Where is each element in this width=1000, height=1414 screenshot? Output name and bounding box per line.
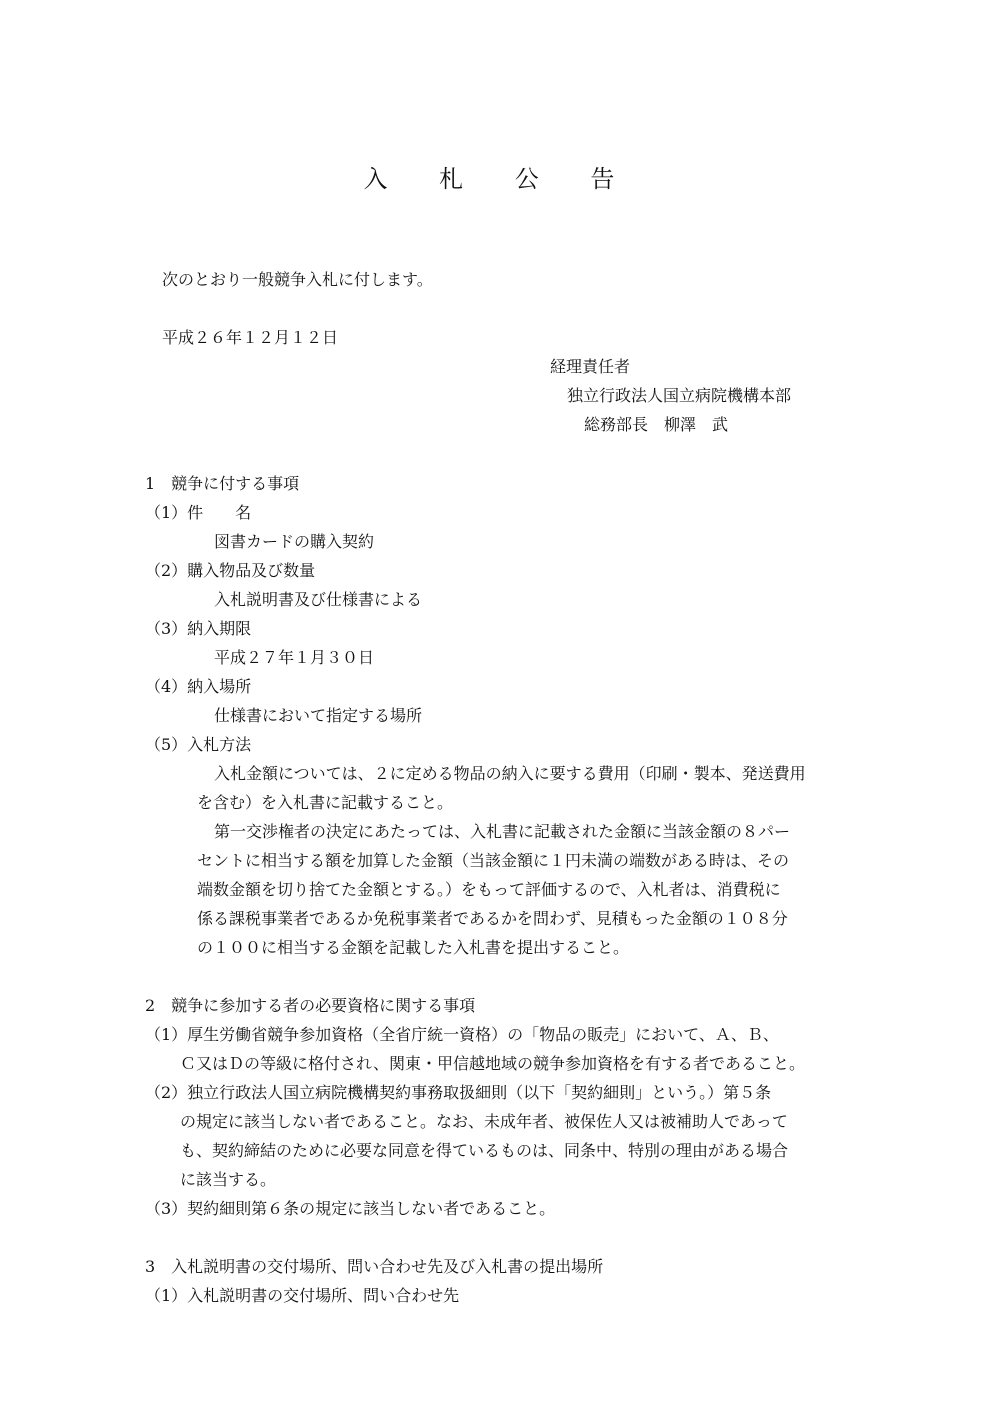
section1-heading: 1 競争に付する事項 [145,474,300,493]
item4-value: 仕様書において指定する場所 [214,706,423,725]
section2-heading: 2 競争に参加する者の必要資格に関する事項 [145,996,476,1015]
section2-line: に該当する。 [180,1170,277,1189]
item5-label: （5）入札方法 [145,735,252,754]
intro-text: 次のとおり一般競争入札に付します。 [162,270,433,289]
section2-line: （3）契約細則第６条の規定に該当しない者であること。 [145,1199,556,1218]
section3-heading: 3 入札説明書の交付場所、問い合わせ先及び入札書の提出場所 [145,1257,604,1276]
item1-label: （1）件 名 [145,503,252,522]
section2-line: （2）独立行政法人国立病院機構契約事務取扱細則（以下「契約細則」という。）第５条 [145,1083,772,1102]
issuer-org: 独立行政法人国立病院機構本部 [567,386,792,405]
section2-line: Ｃ又はＤの等級に格付され、関東・甲信越地域の競争参加資格を有する者であること。 [180,1054,805,1073]
item2-label: （2）購入物品及び数量 [145,561,316,580]
item1-value: 図書カードの購入契約 [214,532,375,551]
method-line: 入札金額については、２に定める物品の納入に要する費用（印刷・製本、発送費用 [214,764,806,783]
issuer-name: 総務部長 柳澤 武 [584,415,729,434]
method-line: の１００に相当する金額を記載した入札書を提出すること。 [197,938,630,957]
item2-value: 入札説明書及び仕様書による [214,590,423,609]
method-line: 係る課税事業者であるか免税事業者であるかを問わず、見積もった金額の１０８分 [197,909,788,928]
method-line: 端数金額を切り捨てた金額とする。）をもって評価するので、入札者は、消費税に [197,880,781,899]
method-line: を含む）を入札書に記載すること。 [197,793,454,812]
document-title: 入 札 公 告 [363,165,637,193]
issuer-role: 経理責任者 [550,357,631,376]
method-line: 第一交渉権者の決定にあたっては、入札書に記載された金額に当該金額の８パー [214,822,791,841]
notice-date: 平成２６年１２月１２日 [162,328,339,347]
method-line: セントに相当する額を加算した金額（当該金額に１円未満の端数がある時は、その [197,851,790,870]
item4-label: （4）納入場所 [145,677,252,696]
section2-line: も、契約締結のために必要な同意を得ているものは、同条中、特別の理由がある場合 [180,1141,789,1160]
item3-value: 平成２７年１月３０日 [214,648,375,667]
item3-label: （3）納入期限 [145,619,252,638]
section2-line: （1）厚生労働省競争参加資格（全省庁統一資格）の「物品の販売」において、Ａ、Ｂ、 [145,1025,779,1044]
section2-line: の規定に該当しない者であること。なお、未成年者、被保佐人又は被補助人であって [180,1112,788,1131]
section3-line: （1）入札説明書の交付場所、問い合わせ先 [145,1286,460,1305]
